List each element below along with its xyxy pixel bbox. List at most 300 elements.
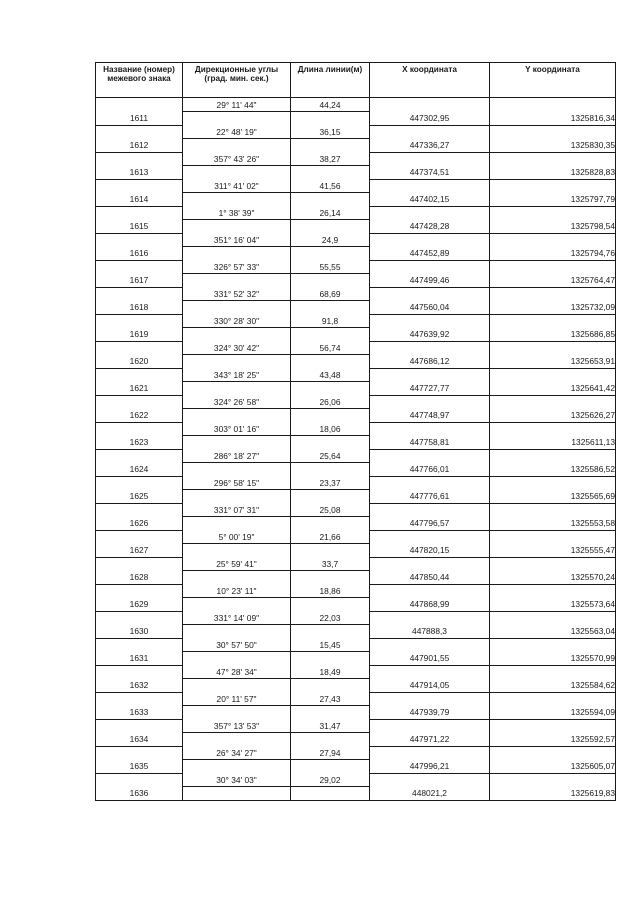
marker-name-cell: 1619: [96, 328, 183, 342]
line-length-cell: 26,14: [291, 206, 370, 220]
empty-cell: [370, 341, 490, 355]
direction-angle-cell: 303° 01' 16": [183, 422, 291, 436]
y-coordinate-cell: 1325816,34: [490, 112, 616, 126]
direction-angle-cell: 26° 34' 27": [183, 746, 291, 760]
y-coordinate-cell: 1325611,13: [490, 436, 616, 450]
segment-row: [96, 692, 616, 706]
header-name: Название (номер) межевого знака: [96, 63, 183, 98]
marker-name-cell: 1630: [96, 625, 183, 639]
empty-cell: [96, 98, 183, 112]
segment-row: [96, 233, 616, 247]
empty-cell: [183, 706, 291, 720]
empty-cell: [291, 112, 370, 126]
empty-cell: [490, 287, 616, 301]
empty-cell: [370, 665, 490, 679]
x-coordinate-cell: 447499,46: [370, 274, 490, 288]
empty-cell: [96, 557, 183, 571]
empty-cell: [183, 598, 291, 612]
direction-angle-cell: 330° 28' 30": [183, 314, 291, 328]
empty-cell: [370, 530, 490, 544]
point-row: [96, 706, 616, 720]
x-coordinate-cell: 447758,81: [370, 436, 490, 450]
marker-name-cell: 1621: [96, 382, 183, 396]
direction-angle-cell: 30° 57' 50": [183, 638, 291, 652]
direction-angle-cell: 25° 59' 41": [183, 557, 291, 571]
y-coordinate-cell: 1325594,09: [490, 706, 616, 720]
x-coordinate-cell: 447888,3: [370, 625, 490, 639]
segment-row: [96, 152, 616, 166]
empty-cell: [370, 638, 490, 652]
empty-cell: [183, 409, 291, 423]
y-coordinate-cell: 1325565,69: [490, 490, 616, 504]
y-coordinate-cell: 1325732,09: [490, 301, 616, 315]
empty-cell: [490, 611, 616, 625]
empty-cell: [96, 584, 183, 598]
segment-row: [96, 476, 616, 490]
empty-cell: [96, 260, 183, 274]
empty-cell: [291, 274, 370, 288]
y-coordinate-cell: 1325592,57: [490, 733, 616, 747]
y-coordinate-cell: 1325586,52: [490, 463, 616, 477]
y-coordinate-cell: 1325605,07: [490, 760, 616, 774]
y-coordinate-cell: 1325584,62: [490, 679, 616, 693]
point-row: [96, 166, 616, 180]
empty-cell: [96, 611, 183, 625]
empty-cell: [183, 193, 291, 207]
empty-cell: [96, 746, 183, 760]
empty-cell: [291, 679, 370, 693]
segment-row: [96, 368, 616, 382]
empty-cell: [370, 557, 490, 571]
line-length-cell: 25,64: [291, 449, 370, 463]
direction-angle-cell: 1° 38' 39": [183, 206, 291, 220]
y-coordinate-cell: 1325626,27: [490, 409, 616, 423]
marker-name-cell: 1632: [96, 679, 183, 693]
empty-cell: [490, 665, 616, 679]
empty-cell: [291, 571, 370, 585]
segment-row: [96, 341, 616, 355]
x-coordinate-cell: 447850,44: [370, 571, 490, 585]
empty-cell: [183, 652, 291, 666]
empty-cell: [183, 355, 291, 369]
point-row: [96, 625, 616, 639]
empty-cell: [291, 706, 370, 720]
marker-name-cell: 1633: [96, 706, 183, 720]
empty-cell: [370, 503, 490, 517]
empty-cell: [291, 139, 370, 153]
marker-name-cell: 1636: [96, 787, 183, 801]
x-coordinate-cell: 448021,2: [370, 787, 490, 801]
x-coordinate-cell: 447776,61: [370, 490, 490, 504]
x-coordinate-cell: 447971,22: [370, 733, 490, 747]
empty-cell: [291, 355, 370, 369]
empty-cell: [490, 260, 616, 274]
marker-name-cell: 1611: [96, 112, 183, 126]
line-length-cell: 56,74: [291, 341, 370, 355]
direction-angle-cell: 324° 30' 42": [183, 341, 291, 355]
empty-cell: [370, 179, 490, 193]
point-row: [96, 193, 616, 207]
marker-name-cell: 1626: [96, 517, 183, 531]
empty-cell: [490, 530, 616, 544]
empty-cell: [490, 449, 616, 463]
empty-cell: [291, 733, 370, 747]
empty-cell: [490, 98, 616, 112]
empty-cell: [96, 179, 183, 193]
header-x: X координата: [370, 63, 490, 98]
marker-name-cell: 1623: [96, 436, 183, 450]
empty-cell: [291, 409, 370, 423]
marker-name-cell: 1634: [96, 733, 183, 747]
empty-cell: [490, 557, 616, 571]
point-row: [96, 571, 616, 585]
empty-cell: [183, 544, 291, 558]
x-coordinate-cell: 447820,15: [370, 544, 490, 558]
empty-cell: [183, 382, 291, 396]
direction-angle-cell: 311° 41' 02": [183, 179, 291, 193]
empty-cell: [183, 625, 291, 639]
x-coordinate-cell: 447748,97: [370, 409, 490, 423]
point-row: [96, 598, 616, 612]
line-length-cell: 18,06: [291, 422, 370, 436]
empty-cell: [490, 152, 616, 166]
empty-cell: [291, 598, 370, 612]
direction-angle-cell: 331° 14' 09": [183, 611, 291, 625]
line-length-cell: 24,9: [291, 233, 370, 247]
empty-cell: [291, 760, 370, 774]
empty-cell: [370, 98, 490, 112]
empty-cell: [291, 787, 370, 801]
y-coordinate-cell: 1325573,64: [490, 598, 616, 612]
direction-angle-cell: 20° 11' 57": [183, 692, 291, 706]
boundary-coordinates-table: [95, 62, 616, 801]
empty-cell: [370, 692, 490, 706]
direction-angle-cell: 343° 18' 25": [183, 368, 291, 382]
direction-angle-cell: 30° 34' 03": [183, 773, 291, 787]
marker-name-cell: 1613: [96, 166, 183, 180]
line-length-cell: 91,8: [291, 314, 370, 328]
point-row: [96, 220, 616, 234]
empty-cell: [96, 125, 183, 139]
empty-cell: [370, 395, 490, 409]
marker-name-cell: 1620: [96, 355, 183, 369]
marker-name-cell: 1612: [96, 139, 183, 153]
empty-cell: [370, 422, 490, 436]
x-coordinate-cell: 447996,21: [370, 760, 490, 774]
empty-cell: [96, 341, 183, 355]
empty-cell: [490, 476, 616, 490]
point-row: [96, 301, 616, 315]
direction-angle-cell: 47° 28' 34": [183, 665, 291, 679]
line-length-cell: 18,86: [291, 584, 370, 598]
empty-cell: [490, 395, 616, 409]
segment-row: [96, 206, 616, 220]
x-coordinate-cell: 447428,28: [370, 220, 490, 234]
empty-cell: [490, 584, 616, 598]
empty-cell: [183, 517, 291, 531]
empty-cell: [490, 125, 616, 139]
empty-cell: [490, 638, 616, 652]
table-header-row: [96, 63, 616, 98]
empty-cell: [370, 206, 490, 220]
direction-angle-cell: 10° 23' 11": [183, 584, 291, 598]
marker-name-cell: 1614: [96, 193, 183, 207]
x-coordinate-cell: 447796,57: [370, 517, 490, 531]
empty-cell: [96, 314, 183, 328]
empty-cell: [370, 152, 490, 166]
empty-cell: [291, 301, 370, 315]
y-coordinate-cell: 1325686,85: [490, 328, 616, 342]
line-length-cell: 31,47: [291, 719, 370, 733]
empty-cell: [370, 287, 490, 301]
segment-row: [96, 773, 616, 787]
empty-cell: [183, 112, 291, 126]
marker-name-cell: 1627: [96, 544, 183, 558]
empty-cell: [490, 422, 616, 436]
point-row: [96, 652, 616, 666]
empty-cell: [490, 206, 616, 220]
empty-cell: [370, 476, 490, 490]
empty-cell: [183, 787, 291, 801]
point-row: [96, 409, 616, 423]
point-row: [96, 436, 616, 450]
point-row: [96, 328, 616, 342]
segment-row: [96, 584, 616, 598]
line-length-cell: 22,03: [291, 611, 370, 625]
line-length-cell: 25,08: [291, 503, 370, 517]
empty-cell: [490, 341, 616, 355]
point-row: [96, 274, 616, 288]
direction-angle-cell: 331° 07' 31": [183, 503, 291, 517]
marker-name-cell: 1617: [96, 274, 183, 288]
empty-cell: [96, 665, 183, 679]
line-length-cell: 27,94: [291, 746, 370, 760]
direction-angle-cell: 331° 52' 32": [183, 287, 291, 301]
x-coordinate-cell: 447402,15: [370, 193, 490, 207]
line-length-cell: 38,27: [291, 152, 370, 166]
direction-angle-cell: 357° 13' 53": [183, 719, 291, 733]
line-length-cell: 15,45: [291, 638, 370, 652]
segment-row: [96, 449, 616, 463]
segment-row: [96, 179, 616, 193]
segment-row: [96, 557, 616, 571]
point-row: [96, 355, 616, 369]
line-length-cell: 68,69: [291, 287, 370, 301]
segment-row: [96, 746, 616, 760]
header-direction: Дирекционные углы (град. мин. сек.): [183, 63, 291, 98]
marker-name-cell: 1624: [96, 463, 183, 477]
empty-cell: [490, 719, 616, 733]
empty-cell: [96, 152, 183, 166]
empty-cell: [490, 773, 616, 787]
marker-name-cell: 1628: [96, 571, 183, 585]
y-coordinate-cell: 1325797,79: [490, 193, 616, 207]
empty-cell: [490, 233, 616, 247]
segment-row: [96, 530, 616, 544]
y-coordinate-cell: 1325619,83: [490, 787, 616, 801]
x-coordinate-cell: 447336,27: [370, 139, 490, 153]
y-coordinate-cell: 1325641,42: [490, 382, 616, 396]
empty-cell: [490, 179, 616, 193]
direction-angle-cell: 357° 43' 26": [183, 152, 291, 166]
direction-angle-cell: 351° 16' 04": [183, 233, 291, 247]
empty-cell: [96, 206, 183, 220]
line-length-cell: 33,7: [291, 557, 370, 571]
empty-cell: [96, 395, 183, 409]
marker-name-cell: 1618: [96, 301, 183, 315]
empty-cell: [96, 503, 183, 517]
y-coordinate-cell: 1325563,04: [490, 625, 616, 639]
empty-cell: [183, 436, 291, 450]
y-coordinate-cell: 1325653,91: [490, 355, 616, 369]
point-row: [96, 787, 616, 801]
marker-name-cell: 1622: [96, 409, 183, 423]
empty-cell: [183, 220, 291, 234]
marker-name-cell: 1629: [96, 598, 183, 612]
empty-cell: [370, 746, 490, 760]
empty-cell: [183, 139, 291, 153]
direction-angle-cell: 324° 26' 58": [183, 395, 291, 409]
point-row: [96, 463, 616, 477]
segment-row: [96, 260, 616, 274]
x-coordinate-cell: 447639,92: [370, 328, 490, 342]
empty-cell: [291, 382, 370, 396]
direction-angle-cell: 22° 48' 19": [183, 125, 291, 139]
segment-row: [96, 287, 616, 301]
y-coordinate-cell: 1325794,76: [490, 247, 616, 261]
direction-angle-cell: 286° 18' 27": [183, 449, 291, 463]
empty-cell: [96, 422, 183, 436]
header-y: Y координата: [490, 63, 616, 98]
empty-cell: [96, 449, 183, 463]
y-coordinate-cell: 1325570,24: [490, 571, 616, 585]
empty-cell: [490, 368, 616, 382]
line-length-cell: 36,15: [291, 125, 370, 139]
y-coordinate-cell: 1325828,83: [490, 166, 616, 180]
x-coordinate-cell: 447686,12: [370, 355, 490, 369]
empty-cell: [291, 166, 370, 180]
empty-cell: [183, 490, 291, 504]
marker-name-cell: 1625: [96, 490, 183, 504]
direction-angle-cell: 29° 11' 44": [183, 98, 291, 112]
empty-cell: [370, 719, 490, 733]
direction-angle-cell: 296° 58' 15": [183, 476, 291, 490]
empty-cell: [370, 260, 490, 274]
empty-cell: [490, 692, 616, 706]
empty-cell: [490, 746, 616, 760]
x-coordinate-cell: 447727,77: [370, 382, 490, 396]
empty-cell: [96, 233, 183, 247]
x-coordinate-cell: 447452,89: [370, 247, 490, 261]
x-coordinate-cell: 447914,05: [370, 679, 490, 693]
empty-cell: [96, 719, 183, 733]
segment-row: [96, 395, 616, 409]
marker-name-cell: 1616: [96, 247, 183, 261]
empty-cell: [370, 773, 490, 787]
point-row: [96, 544, 616, 558]
empty-cell: [96, 476, 183, 490]
empty-cell: [96, 638, 183, 652]
empty-cell: [291, 490, 370, 504]
empty-cell: [183, 571, 291, 585]
marker-name-cell: 1631: [96, 652, 183, 666]
point-row: [96, 517, 616, 531]
y-coordinate-cell: 1325553,58: [490, 517, 616, 531]
point-row: [96, 247, 616, 261]
point-row: [96, 760, 616, 774]
x-coordinate-cell: 447766,01: [370, 463, 490, 477]
empty-cell: [370, 584, 490, 598]
point-row: [96, 733, 616, 747]
empty-cell: [291, 247, 370, 261]
empty-cell: [490, 314, 616, 328]
empty-cell: [291, 328, 370, 342]
empty-cell: [291, 544, 370, 558]
x-coordinate-cell: 447939,79: [370, 706, 490, 720]
segment-row: [96, 503, 616, 517]
x-coordinate-cell: 447901,55: [370, 652, 490, 666]
empty-cell: [96, 692, 183, 706]
x-coordinate-cell: 447374,51: [370, 166, 490, 180]
empty-cell: [291, 220, 370, 234]
line-length-cell: 27,43: [291, 692, 370, 706]
y-coordinate-cell: 1325798,54: [490, 220, 616, 234]
line-length-cell: 23,37: [291, 476, 370, 490]
empty-cell: [183, 733, 291, 747]
x-coordinate-cell: 447868,99: [370, 598, 490, 612]
empty-cell: [490, 503, 616, 517]
empty-cell: [183, 166, 291, 180]
line-length-cell: 21,66: [291, 530, 370, 544]
segment-row: [96, 98, 616, 112]
y-coordinate-cell: 1325570,99: [490, 652, 616, 666]
direction-angle-cell: 5° 00' 19": [183, 530, 291, 544]
y-coordinate-cell: 1325555,47: [490, 544, 616, 558]
segment-row: [96, 638, 616, 652]
line-length-cell: 26,06: [291, 395, 370, 409]
empty-cell: [96, 773, 183, 787]
empty-cell: [291, 625, 370, 639]
line-length-cell: 55,55: [291, 260, 370, 274]
header-length: Длина линии(м): [291, 63, 370, 98]
empty-cell: [96, 287, 183, 301]
segment-row: [96, 611, 616, 625]
empty-cell: [370, 125, 490, 139]
empty-cell: [183, 760, 291, 774]
marker-name-cell: 1615: [96, 220, 183, 234]
empty-cell: [370, 314, 490, 328]
segment-row: [96, 125, 616, 139]
point-row: [96, 490, 616, 504]
line-length-cell: 18,49: [291, 665, 370, 679]
segment-row: [96, 314, 616, 328]
empty-cell: [291, 652, 370, 666]
y-coordinate-cell: 1325830,35: [490, 139, 616, 153]
empty-cell: [370, 449, 490, 463]
empty-cell: [291, 436, 370, 450]
empty-cell: [291, 517, 370, 531]
empty-cell: [370, 233, 490, 247]
y-coordinate-cell: 1325764,47: [490, 274, 616, 288]
empty-cell: [183, 679, 291, 693]
empty-cell: [291, 463, 370, 477]
empty-cell: [370, 368, 490, 382]
line-length-cell: 44,24: [291, 98, 370, 112]
empty-cell: [183, 301, 291, 315]
empty-cell: [291, 193, 370, 207]
direction-angle-cell: 326° 57' 33": [183, 260, 291, 274]
line-length-cell: 29,02: [291, 773, 370, 787]
